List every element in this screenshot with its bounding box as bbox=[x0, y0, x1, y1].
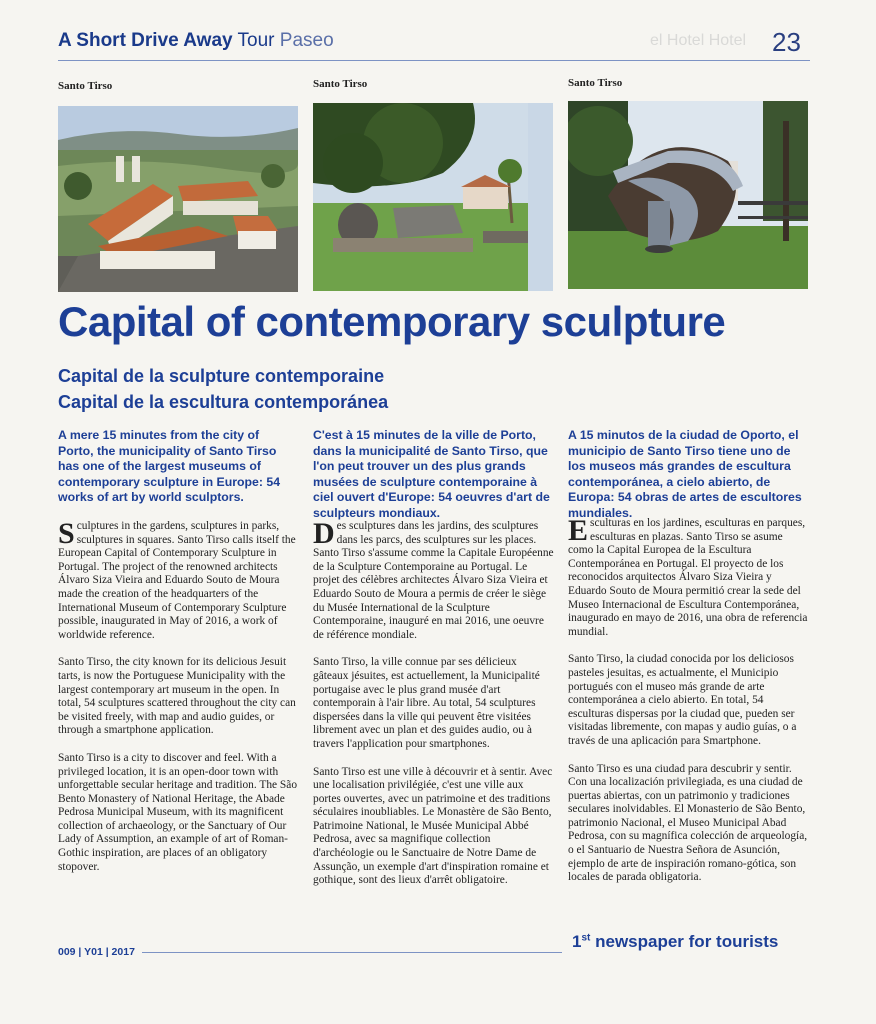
photo-caption-3: Santo Tirso bbox=[568, 77, 623, 89]
issue-info: 009 | Y01 | 2017 bbox=[58, 946, 135, 958]
column-spanish bbox=[568, 514, 808, 899]
photo-caption-2: Santo Tirso bbox=[313, 78, 368, 90]
intro-french: C'est à 15 minutes de la ville de Porto, dans la municipalité de Santo Tirso, que l'on peut trouver un des plus grands musées de sculpture contemporaine à ciel ouvert d'Europe: 54 oeuvres d'art de sculpteurs mondiaux. bbox=[313, 428, 550, 520]
section-header bbox=[58, 30, 334, 52]
drop-cap: D bbox=[313, 517, 335, 550]
section-paseo-label: Paseo bbox=[279, 30, 334, 51]
section-title: A Short Drive Away bbox=[58, 30, 233, 51]
page-number: 23 bbox=[772, 27, 801, 57]
photo-garden-sculptures bbox=[313, 103, 553, 291]
paragraph: Santo Tirso, la ville connue par ses délicieux gâteaux jésuites, est actuellement, la Municipalité portugaise avec le plus grand musée d'art contemporain à l'air libre. Au total, 54 sculptures dispersées dans la ville qui peuvent être visitées librement avec un plan et des guides audio, ou à travers l'application pour smartphones. bbox=[313, 656, 540, 750]
paragraph: Esculturas en los jardines, esculturas en parques, esculturas en plazas. Santo Tirso se asume como la Capital Europea de la Escultura Contemporánea en Portugal. El proyecto de los reconocidos arquitectos Álvaro Siza Vieira y Eduardo Souto de Moura permitió crear la sede del Museo Internacional de Escultura Contemporánea, inaugurado en mayo de 2016, una obra de referencia mundial. bbox=[568, 514, 808, 638]
paragraph: Santo Tirso, la ciudad conocida por los deliciosos pasteles jesuitas, es actualmente, el Municipio portugués con el museo más grande de arte contemporánea a cielo abierto. En total, 54 esculturas dispersas por la ciudad que, pueden ser visitadas libremente, con mapas y audio guías, o a través de una aplicación para Smartphone. bbox=[568, 653, 797, 747]
paragraph: Santo Tirso es una ciudad para descubrir y sentir. Con una localización privilegiada, es una ciudad de puertas abiertas, con un patrimonio y tradiciones seculares inolvidables. El Monasterio de São Bento, patrimonio Nacional, el Museo Municipal Abad Pedrosa, con su magnífica colección de arqueología, o el Santuario de Nuestra Señora de Asunción, ejemplo de arte de inspiración romano-gótica, son locales de parada obligatoria. bbox=[568, 762, 808, 884]
column-french bbox=[313, 517, 554, 902]
paragraph: Sculptures in the gardens, sculptures in parks, sculptures in squares. Santo Tirso calls itself the European Capital of Contemporary Sculpture in Portugal. The project of the renowned architects Álvaro Siza Vieira and Eduardo Souto de Moura made the creation of the headquarters of the International Museum of Contemporary Sculpture possible, inaugurated in May of 2016, a work of worldwide reference. bbox=[58, 517, 296, 641]
paragraph: Des sculptures dans les jardins, des sculptures dans les parcs, des sculptures sur les places. Santo Tirso s'assume comme la Capitale Européenne de la Sculpture Contemporaine au Portugal. Le projet des célèbres architectes Álvaro Siza Vieira et Eduardo Souto de Moura a permis de créer le siège du Musée International de la Sculpture Contemporaine, inauguré en mai 2016, une oeuvre de référence mondiale. bbox=[313, 517, 554, 641]
subtitle-spanish: Capital de la escultura contemporánea bbox=[58, 392, 389, 412]
photo-caption-1: Santo Tirso bbox=[58, 80, 113, 92]
newspaper-tagline: 1st newspaper for tourists bbox=[572, 932, 779, 951]
intro-english: A mere 15 minutes from the city of Porto, the municipality of Santo Tirso has one of the largest museums of contemporary sculpture in Europe: 54 works of art by world sculptors. bbox=[58, 428, 281, 504]
column-english bbox=[58, 517, 301, 888]
article-headline: Capital of contemporary sculpture bbox=[58, 298, 726, 345]
photo-metal-sculpture bbox=[568, 101, 808, 289]
drop-cap: S bbox=[58, 517, 75, 550]
intro-spanish: A 15 minutos de la ciudad de Oporto, el municipio de Santo Tirso tiene uno de los museos más grandes de escultura contemporánea, a cielo abierto, de Europa: 54 obras de artes de escultores mundiales. bbox=[568, 428, 802, 520]
bleed-through-text: el Hotel Hotel bbox=[650, 32, 747, 49]
paragraph: Santo Tirso is a city to discover and feel. With a privileged location, it is an open-door town with unforgettable secular heritage and tradition. The São Bento Monastery of National Heritage, the Abade Pedrosa Municipal Museum, with its magnificent collection of archaeology, or the Sanctuary of Our Lady of Assumption, an example of art of Roman-Gothic inspiration, are places of an obligatory stopover. bbox=[58, 751, 298, 873]
paragraph: Santo Tirso, the city known for its delicious Jesuit tarts, is now the Portuguese Municipality with the largest contemporary art museum in the open. In total, 54 sculptures scattered throughout the city can be visited freely, with map and audio guides, or through a smartphone application. bbox=[58, 656, 296, 737]
drop-cap: E bbox=[568, 514, 589, 547]
photo-monastery-aerial bbox=[58, 106, 298, 292]
section-tour-label: Tour bbox=[237, 30, 275, 51]
header-rule bbox=[58, 60, 810, 61]
subtitle-french: Capital de la sculpture contemporaine bbox=[58, 366, 385, 386]
footer-rule bbox=[142, 952, 562, 953]
paragraph: Santo Tirso est une ville à découvrir et à sentir. Avec une localisation privilégiée, c'est une ville aux portes ouvertes, avec un patrimoine et des traditions séculaires inoubliables. Le Monastère de São Bento, Patrimoine National, le Musée Municipal Abbé Pedrosa, avec sa magnifique collection d'archéologie ou le Sanctuaire de Notre Dame de Assunção, un exemple d'art d'inspiration romaine et gothique, sont des lieux d'arrêt obligatoire. bbox=[313, 765, 553, 887]
